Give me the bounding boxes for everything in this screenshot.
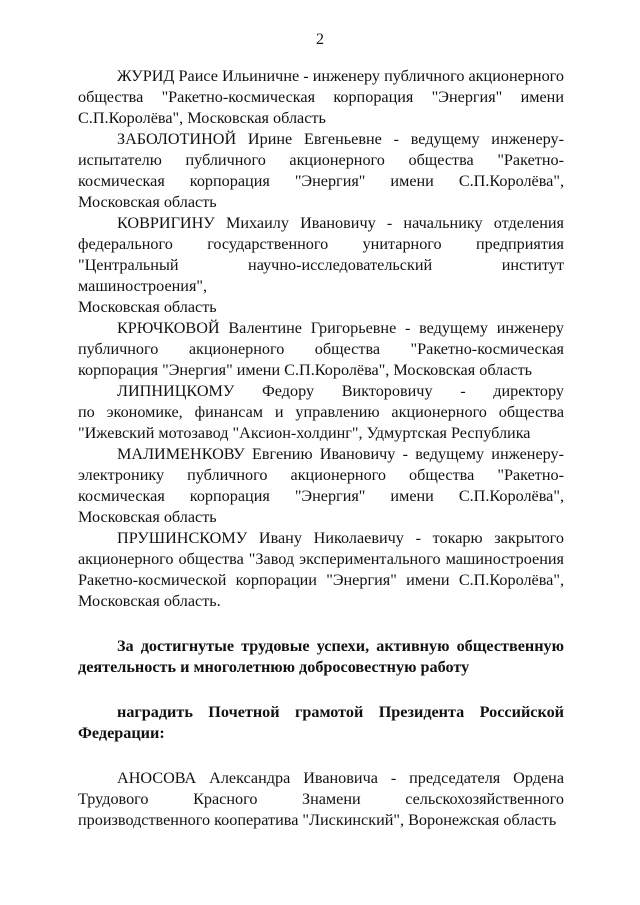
recipient-entry — [78, 381, 564, 444]
recipient-line: публичного акционерного общества "Ракетно-космическая — [78, 340, 564, 358]
recipient-line: корпорация "Энергия" имени С.П.Королёва", Московская область — [78, 361, 533, 379]
recipient-entry — [78, 318, 564, 381]
recipient-line: испытателю публичного акционерного общества "Ракетно- — [78, 151, 564, 169]
recipient-entry — [78, 444, 564, 528]
decree-line: Федерации: — [78, 724, 165, 742]
recipient-line: МАЛИМЕНКОВУ Евгению Ивановичу - ведущему инженеру- — [117, 445, 564, 463]
recipient-line: ЛИПНИЦКОМУ Федору Викторовичу - директору — [117, 382, 564, 400]
recipient-entry — [78, 66, 564, 129]
recipient-line: Московская область. — [78, 592, 221, 610]
recipient-line: Ракетно-космической корпорации "Энергия" имени С.П.Королёва", — [78, 571, 564, 589]
recipient-line: федерального государственного унитарного предприятия — [78, 235, 564, 253]
recipient-line: космическая корпорация "Энергия" имени С.П.Королёва", — [78, 172, 564, 190]
recipient-line: акционерного общества "Завод экспериментального машиностроения — [78, 550, 564, 568]
recipient-line: по экономике, финансам и управлению акционерного общества — [78, 403, 564, 421]
recipient-line: "Центральный научно-исследовательский институт машиностроения", — [78, 256, 564, 295]
recipient-line: ПРУШИНСКОМУ Ивану Николаевичу - токарю закрытого — [117, 529, 564, 547]
recipient-line: Московская область — [78, 298, 217, 316]
recipient-entry — [78, 768, 564, 831]
section-heading — [78, 636, 564, 678]
recipient-line: КОВРИГИНУ Михаилу Ивановичу - начальнику отделения — [117, 214, 564, 232]
recipient-line: ЗАБОЛОТИНОЙ Ирине Евгеньевне - ведущему инженеру- — [117, 130, 564, 148]
recipient-line: АНОСОВА Александра Ивановича - председателя Ордена — [117, 769, 564, 787]
recipient-line: "Ижевский мотозавод "Аксион-холдинг", Удмуртская Республика — [78, 424, 531, 442]
recipient-line: С.П.Королёва", Московская область — [78, 109, 326, 127]
recipient-line: Московская область — [78, 508, 217, 526]
recipient-entry — [78, 528, 564, 612]
recipient-line: космическая корпорация "Энергия" имени С.П.Королёва", — [78, 487, 564, 505]
recipient-entry — [78, 213, 564, 318]
recipient-entry — [78, 129, 564, 213]
recipient-line: электронику публичного акционерного общества "Ракетно- — [78, 466, 564, 484]
decree-line: наградить Почетной грамотой Президента Российской — [117, 703, 564, 721]
recipient-line: КРЮЧКОВОЙ Валентине Григорьевне - ведущему инженеру — [117, 319, 564, 337]
recipient-line: ЖУРИД Раисе Ильиничне - инженеру публичного акционерного — [117, 67, 564, 85]
recipient-line: Трудового Красного Знамени сельскохозяйственного — [78, 790, 564, 808]
decree-statement — [78, 702, 564, 744]
recipient-line: общества "Ракетно-космическая корпорация "Энергия" имени — [78, 88, 564, 106]
page-number: 2 — [316, 31, 324, 48]
heading-line: деятельность и многолетнюю добросовестную работу — [78, 658, 470, 676]
document-body — [78, 66, 564, 831]
recipient-line: производственного кооператива "Лискинский", Воронежская область — [78, 811, 557, 829]
heading-line: За достигнутые трудовые успехи, активную общественную — [117, 637, 564, 655]
recipient-line: Московская область — [78, 193, 217, 211]
